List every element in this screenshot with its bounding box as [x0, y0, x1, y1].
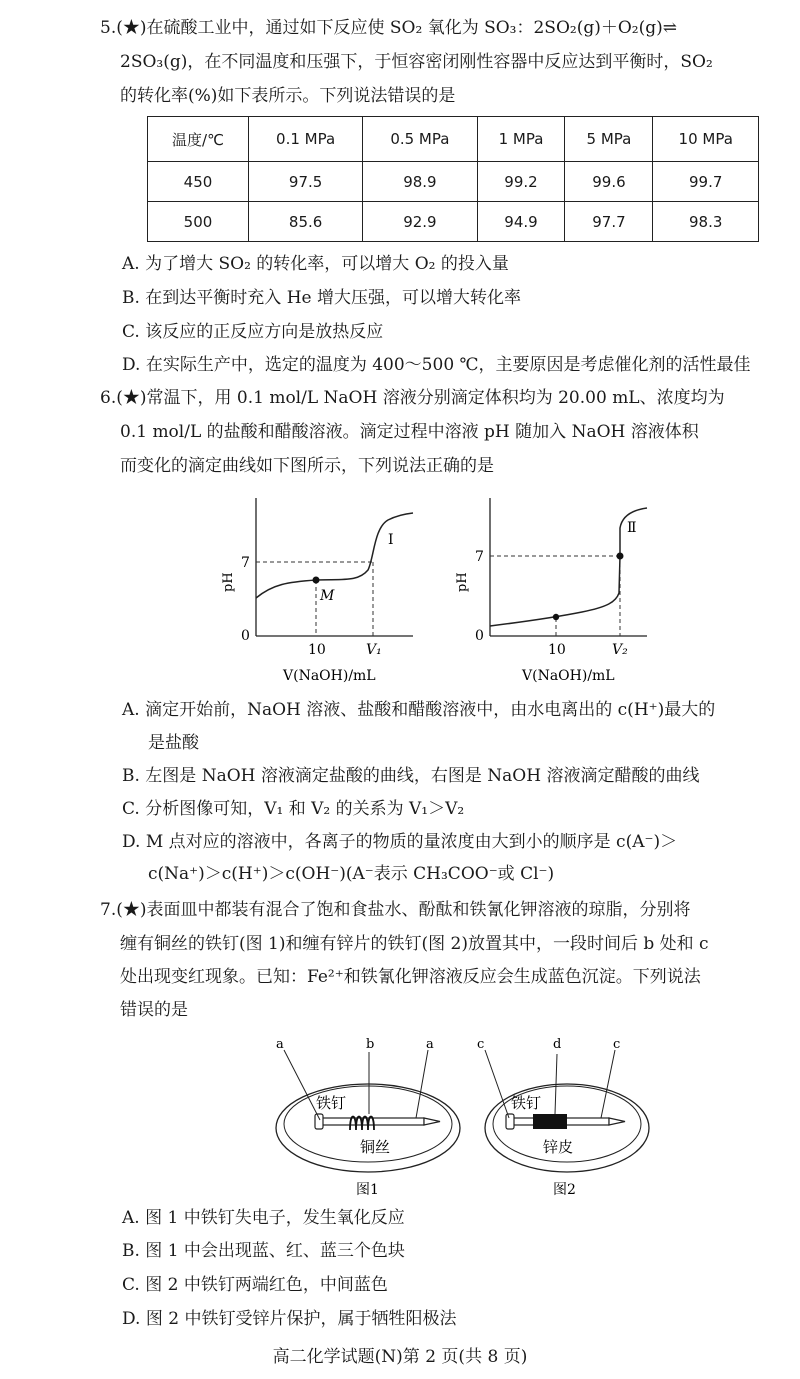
point-m	[313, 577, 320, 584]
table-cell: 99.2	[477, 162, 565, 202]
zinc-sheet	[533, 1114, 567, 1129]
table-cell: 99.6	[565, 162, 653, 202]
q5-stem-line1: 5.(★)在硫酸工业中，通过如下反应使 SO₂ 氧化为 SO₃：2SO₂(g)＋O₂(g)⇌	[100, 18, 677, 38]
q5-option-c: C. 该反应的正反应方向是放热反应	[122, 322, 384, 342]
table-header: 0.1 MPa	[248, 117, 362, 162]
y-tick-0: 0	[475, 628, 484, 644]
q6-option-a-cont: 是盐酸	[148, 733, 199, 753]
y-tick-7: 7	[241, 555, 250, 571]
x-tick-10: 10	[548, 642, 566, 658]
nail-head	[315, 1114, 323, 1129]
label-copper-wire: 铜丝	[360, 1138, 391, 1156]
label-a-left: a	[276, 1037, 284, 1052]
point-m-label: M	[320, 588, 335, 604]
table-cell: 92.9	[363, 202, 477, 242]
titration-curve-2	[490, 508, 647, 626]
titration-graph-right	[452, 488, 652, 688]
x-axis-label: V(NaOH)/mL	[283, 668, 376, 684]
table-header: 0.5 MPa	[363, 117, 477, 162]
label-zinc-sheet: 锌皮	[543, 1138, 574, 1156]
curve-label-1: Ⅰ	[388, 532, 394, 548]
half-point	[553, 614, 559, 620]
label-b: b	[366, 1037, 375, 1052]
x-tick-10: 10	[308, 642, 326, 658]
page-footer: 高二化学试题(N)第 2 页(共 8 页)	[272, 1347, 528, 1367]
table-header: 10 MPa	[653, 117, 759, 162]
table-header-row	[148, 117, 759, 162]
y-tick-7: 7	[475, 549, 484, 565]
y-axis-label: pH	[455, 572, 470, 592]
nail-head	[506, 1114, 514, 1129]
y-tick-0: 0	[241, 628, 250, 644]
q6-option-a: A. 滴定开始前，NaOH 溶液、盐酸和醋酸溶液中，由水电离出的 c(H⁺)最大的	[122, 700, 716, 720]
x-axis-label: V(NaOH)/mL	[522, 668, 615, 684]
q6-stem-line3: 而变化的滴定曲线如下图所示，下列说法正确的是	[120, 456, 494, 476]
table-cell: 98.9	[363, 162, 477, 202]
q7-stem-line3: 处出现变红现象。已知：Fe²⁺和铁氰化钾溶液反应会生成蓝色沉淀。下列说法	[120, 967, 701, 987]
q5-stem-line2: 2SO₃(g)，在不同温度和压强下，于恒容密闭刚性容器中反应达到平衡时，SO₂	[120, 52, 713, 72]
label-iron-nail: 铁钉	[316, 1094, 347, 1112]
q5-option-b: B. 在到达平衡时充入 He 增大压强，可以增大转化率	[122, 288, 521, 308]
q6-option-d-cont: c(Na⁺)＞c(H⁺)＞c(OH⁻)(A⁻表示 CH₃COO⁻或 Cl⁻)	[148, 864, 555, 884]
figure-1-caption: 图1	[356, 1182, 379, 1198]
q6-option-c: C. 分析图像可知，V₁ 和 V₂ 的关系为 V₁＞V₂	[122, 799, 465, 819]
label-c-right: c	[613, 1037, 621, 1052]
q7-option-c: C. 图 2 中铁钉两端红色，中间蓝色	[122, 1275, 388, 1295]
q6-stem-line1: 6.(★)常温下，用 0.1 mol/L NaOH 溶液分别滴定体积均为 20.00 mL、浓度均为	[100, 388, 725, 408]
q5-option-a: A. 为了增大 SO₂ 的转化率，可以增大 O₂ 的投入量	[122, 254, 509, 274]
q5-option-d: D. 在实际生产中，选定的温度为 400～500 ℃，主要原因是考虑催化剂的活性最佳	[122, 355, 751, 375]
titration-curve-1	[256, 513, 413, 598]
table-header: 1 MPa	[477, 117, 565, 162]
q7-option-b: B. 图 1 中会出现蓝、红、蓝三个色块	[122, 1241, 405, 1261]
equivalence-point	[617, 553, 624, 560]
table-cell: 94.9	[477, 202, 565, 242]
table-cell: 500	[148, 202, 249, 242]
q6-option-b: B. 左图是 NaOH 溶液滴定盐酸的曲线，右图是 NaOH 溶液滴定醋酸的曲线	[122, 766, 700, 786]
table-header: 温度/℃	[148, 117, 249, 162]
table-header: 5 MPa	[565, 117, 653, 162]
x-tick-v2: V₂	[612, 642, 628, 658]
label-a-right: a	[426, 1037, 434, 1052]
table-row	[148, 162, 759, 202]
label-iron-nail: 铁钉	[511, 1094, 542, 1112]
table-cell: 97.7	[565, 202, 653, 242]
table-cell: 99.7	[653, 162, 759, 202]
q7-option-a: A. 图 1 中铁钉失电子，发生氧化反应	[122, 1208, 405, 1228]
q5-stem-line3: 的转化率(%)如下表所示。下列说法错误的是	[120, 86, 456, 106]
figure-2-dish	[475, 1030, 675, 1200]
table-cell: 85.6	[248, 202, 362, 242]
q7-stem-line2: 缠有铜丝的铁钉(图 1)和缠有锌片的铁钉(图 2)放置其中，一段时间后 b 处和 c	[120, 934, 709, 954]
curve-label-2: Ⅱ	[627, 520, 637, 536]
table-row	[148, 202, 759, 242]
label-d: d	[553, 1037, 562, 1052]
figure-2-caption: 图2	[553, 1182, 576, 1198]
table-cell: 97.5	[248, 162, 362, 202]
x-tick-v1: V₁	[366, 642, 382, 658]
q6-stem-line2: 0.1 mol/L 的盐酸和醋酸溶液。滴定过程中溶液 pH 随加入 NaOH 溶液体积	[120, 422, 699, 442]
titration-graph-left	[218, 488, 418, 688]
table-cell: 98.3	[653, 202, 759, 242]
q7-stem-line4: 错误的是	[120, 1000, 188, 1020]
figure-1-dish	[268, 1030, 468, 1200]
table-cell: 450	[148, 162, 249, 202]
y-axis-label: pH	[221, 572, 236, 592]
q7-option-d: D. 图 2 中铁钉受锌片保护，属于牺牲阳极法	[122, 1309, 457, 1329]
q7-stem-line1: 7.(★)表面皿中都装有混合了饱和食盐水、酚酞和铁氰化钾溶液的琼脂，分别将	[100, 900, 691, 920]
conversion-table	[147, 116, 759, 242]
label-c-left: c	[477, 1037, 485, 1052]
q6-option-d: D. M 点对应的溶液中，各离子的物质的量浓度由大到小的顺序是 c(A⁻)＞	[122, 832, 678, 852]
